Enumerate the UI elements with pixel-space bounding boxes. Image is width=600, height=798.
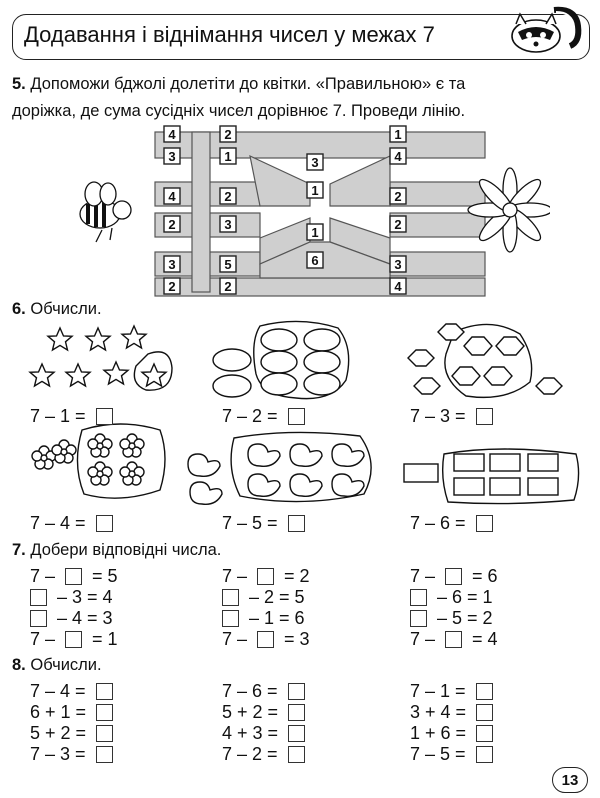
task7-expr	[30, 586, 113, 608]
answer-box[interactable]	[476, 746, 493, 763]
maze-cell: 3	[168, 257, 176, 272]
task7-expr	[222, 628, 310, 650]
expr-text: 7 –	[410, 628, 436, 649]
expr-text: – 5 = 2	[437, 607, 493, 628]
task6-expr	[30, 405, 113, 427]
answer-box[interactable]	[288, 515, 305, 532]
answer-box[interactable]	[476, 515, 493, 532]
task5-line1	[12, 71, 465, 98]
expr-text: 4 + 3 =	[222, 722, 279, 743]
expr-text: 7 – 6 =	[410, 512, 466, 533]
hexagon-group	[408, 324, 562, 397]
maze-cell: 2	[168, 217, 176, 232]
page-title: Додавання і віднімання чисел у межах 7	[24, 22, 435, 47]
expr-text: 7 – 2 =	[222, 743, 278, 764]
maze-cell: 1	[311, 225, 319, 240]
task7-expr	[222, 607, 305, 629]
expr-text: 5 + 2 =	[222, 701, 279, 722]
answer-box[interactable]	[30, 589, 47, 606]
raccoon-illustration	[500, 2, 584, 58]
task7-expr	[410, 628, 498, 650]
maze-cell: 1	[311, 183, 319, 198]
flower-group	[32, 424, 165, 498]
answer-box[interactable]	[222, 589, 239, 606]
maze-cell: 1	[394, 127, 402, 142]
maze-cell: 1	[224, 149, 232, 164]
task6-text: Обчисли.	[30, 300, 102, 318]
maze-cell: 3	[311, 155, 319, 170]
answer-box[interactable]	[410, 589, 427, 606]
task6-expr	[222, 512, 305, 534]
answer-box[interactable]	[96, 746, 113, 763]
answer-box[interactable]	[288, 746, 305, 763]
expr-text: 3 + 4 =	[410, 701, 467, 722]
answer-box[interactable]	[476, 725, 493, 742]
answer-box[interactable]	[476, 408, 493, 425]
expr-text: 7 – 3 =	[410, 405, 466, 426]
task8-expr	[30, 680, 113, 702]
answer-box[interactable]	[288, 725, 305, 742]
task7-expr	[30, 628, 118, 650]
expr-text: = 6	[472, 565, 498, 586]
task8-text: Обчисли.	[30, 656, 102, 674]
expr-text: 6 + 1 =	[30, 701, 87, 722]
task8-expr	[410, 743, 493, 765]
task7-expr	[410, 607, 493, 629]
answer-box[interactable]	[257, 568, 274, 585]
expr-text: 7 – 5 =	[222, 512, 278, 533]
maze-cell: 2	[394, 217, 402, 232]
expr-text: 5 + 2 =	[30, 722, 87, 743]
task8-expr	[410, 701, 493, 723]
maze-cell: 2	[168, 279, 176, 294]
task7-expr	[30, 565, 118, 587]
task5-number: 5.	[12, 75, 26, 93]
oval-group	[213, 321, 349, 398]
answer-box[interactable]	[476, 704, 493, 721]
answer-box[interactable]	[96, 704, 113, 721]
answer-box[interactable]	[476, 683, 493, 700]
expr-text: 7 – 4 =	[30, 512, 86, 533]
answer-box[interactable]	[65, 568, 82, 585]
task5-text-2: доріжка, де сума сусідніх чисел дорівнює 7. Проведи лінію.	[12, 102, 466, 120]
task6-number: 6.	[12, 300, 26, 318]
answer-box[interactable]	[445, 568, 462, 585]
bird-group	[188, 432, 371, 504]
answer-box[interactable]	[96, 683, 113, 700]
expr-text: 7 – 1 =	[30, 405, 86, 426]
task6-expr	[410, 512, 493, 534]
maze-cell: 3	[394, 257, 402, 272]
task7-number: 7.	[12, 541, 26, 559]
task8-expr	[222, 701, 305, 723]
task6-expr	[222, 405, 305, 427]
expr-text: 7 – 3 =	[30, 743, 86, 764]
task7-heading	[12, 537, 221, 564]
task8-heading	[12, 652, 102, 679]
expr-text: = 1	[92, 628, 118, 649]
maze-cell: 6	[311, 253, 319, 268]
maze-cell: 5	[224, 257, 232, 272]
task6-expr	[410, 405, 493, 427]
expr-text: = 5	[92, 565, 118, 586]
maze-cell: 2	[224, 279, 232, 294]
answer-box[interactable]	[65, 631, 82, 648]
answer-box[interactable]	[30, 610, 47, 627]
answer-box[interactable]	[222, 610, 239, 627]
answer-box[interactable]	[257, 631, 274, 648]
expr-text: – 6 = 1	[437, 586, 493, 607]
maze-cell: 4	[394, 279, 402, 294]
task8-expr	[222, 743, 305, 765]
expr-text: 7 – 2 =	[222, 405, 278, 426]
expr-text: = 2	[284, 565, 310, 586]
expr-text: 7 – 5 =	[410, 743, 466, 764]
rectangle-group	[404, 449, 579, 504]
answer-box[interactable]	[410, 610, 427, 627]
task7-text: Добери відповідні числа.	[30, 541, 222, 559]
task7-expr	[410, 586, 493, 608]
expr-text: 7 –	[222, 565, 248, 586]
expr-text: 7 –	[222, 628, 248, 649]
task8-number: 8.	[12, 656, 26, 674]
task8-expr	[222, 722, 305, 744]
task8-expr	[410, 680, 493, 702]
maze-diagram[interactable]	[60, 118, 550, 303]
answer-box[interactable]	[96, 515, 113, 532]
flower-icon	[468, 168, 550, 252]
expr-text: – 4 = 3	[57, 607, 113, 628]
answer-box[interactable]	[445, 631, 462, 648]
task8-expr	[30, 743, 113, 765]
maze-cell: 2	[394, 189, 402, 204]
expr-text: = 4	[472, 628, 498, 649]
task7-expr	[222, 586, 305, 608]
task8-expr	[30, 701, 113, 723]
expr-text: 7 –	[30, 628, 56, 649]
answer-box[interactable]	[288, 704, 305, 721]
expr-text: 1 + 6 =	[410, 722, 467, 743]
expr-text: – 2 = 5	[249, 586, 305, 607]
task7-expr	[222, 565, 310, 587]
task8-expr	[30, 722, 113, 744]
maze-cell: 4	[168, 127, 176, 142]
star-group	[30, 326, 172, 390]
expr-text: – 3 = 4	[57, 586, 113, 607]
task7-expr	[30, 607, 113, 629]
maze-cell: 4	[394, 149, 402, 164]
page-number: 13	[552, 767, 588, 793]
answer-box[interactable]	[96, 725, 113, 742]
expr-text: = 3	[284, 628, 310, 649]
expr-text: 7 – 6 =	[222, 680, 278, 701]
answer-box[interactable]	[288, 408, 305, 425]
maze-cell: 3	[168, 149, 176, 164]
maze-cell: 2	[224, 189, 232, 204]
maze-cell: 3	[224, 217, 232, 232]
maze-cell: 4	[168, 189, 176, 204]
task8-expr	[222, 680, 305, 702]
expr-text: – 1 = 6	[249, 607, 305, 628]
answer-box[interactable]	[96, 408, 113, 425]
task7-expr	[410, 565, 498, 587]
expr-text: 7 –	[410, 565, 436, 586]
expr-text: 7 – 1 =	[410, 680, 466, 701]
answer-box[interactable]	[288, 683, 305, 700]
maze-cell: 2	[224, 127, 232, 142]
expr-text: 7 –	[30, 565, 56, 586]
task6-expr	[30, 512, 113, 534]
expr-text: 7 – 4 =	[30, 680, 86, 701]
task8-expr	[410, 722, 493, 744]
bee-icon	[80, 182, 131, 242]
task5-text-1: Допоможи бджолі долетіти до квітки. «Правильною» є та	[30, 75, 466, 93]
